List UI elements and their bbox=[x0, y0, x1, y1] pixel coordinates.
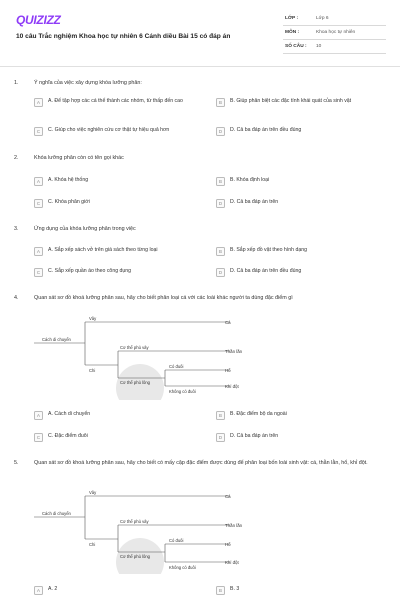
dichotomous-key-diagram bbox=[0, 482, 400, 574]
option-text: B. Khóa định loại bbox=[230, 177, 270, 183]
option-text: A. Cách di chuyển bbox=[48, 411, 91, 417]
option-badge: B bbox=[216, 411, 225, 420]
option-d[interactable] bbox=[216, 199, 278, 208]
option-c[interactable] bbox=[34, 433, 88, 442]
leaf-label: Hổ bbox=[225, 542, 231, 547]
option-a[interactable] bbox=[34, 411, 90, 420]
question-number: 4. bbox=[14, 295, 19, 301]
worksheet-title: 10 câu Trắc nghiệm Khoa học tự nhiên 6 Cánh diều Bài 15 có đáp án bbox=[16, 33, 231, 40]
branch-label: Cơ thể phủ lông bbox=[120, 554, 150, 559]
option-badge: D bbox=[216, 268, 225, 277]
option-badge: A bbox=[34, 586, 43, 595]
option-badge: A bbox=[34, 411, 43, 420]
branch-label: Chi bbox=[89, 542, 96, 547]
option-c[interactable] bbox=[34, 268, 131, 277]
option-badge: A bbox=[34, 177, 43, 186]
worksheet-header bbox=[0, 0, 400, 68]
option-b[interactable] bbox=[216, 177, 269, 186]
option-b[interactable] bbox=[216, 247, 307, 256]
branch-label: Vây bbox=[89, 490, 97, 495]
question-text: Quan sát sơ đồ khoá lưỡng phân sau, hãy cho biết phân loại cá với các loài khác người ta dùng đặc điểm gì bbox=[34, 295, 293, 301]
option-a[interactable] bbox=[34, 586, 57, 595]
option-a[interactable] bbox=[34, 247, 158, 256]
option-b[interactable] bbox=[216, 98, 386, 107]
option-badge: D bbox=[216, 127, 225, 136]
meta-row-subject bbox=[283, 26, 386, 40]
meta-label: SỐ CÂU : bbox=[285, 44, 307, 49]
option-a[interactable] bbox=[34, 177, 88, 186]
header-divider bbox=[0, 66, 400, 67]
leaf-label: Cá bbox=[225, 320, 231, 325]
meta-label: MÔN : bbox=[285, 30, 300, 35]
option-text: A. Để tập hợp các cá thể thành các nhóm, từ thấp đến cao bbox=[48, 98, 183, 104]
option-text: D. Cả ba đáp án trên bbox=[230, 199, 279, 205]
option-badge: B bbox=[216, 586, 225, 595]
meta-value: 10 bbox=[316, 44, 322, 49]
option-text: B. Giúp phân biệt các đặc tính khái quát của sinh vật bbox=[230, 98, 352, 104]
option-d[interactable] bbox=[216, 127, 386, 136]
option-text: C. Giúp cho việc nghiên cứu cơ thật tự hiệu quả hơn bbox=[48, 127, 170, 133]
meta-label: LỚP : bbox=[285, 16, 299, 21]
option-text: A. Khóa hệ thống bbox=[48, 177, 89, 183]
meta-row-class bbox=[283, 12, 386, 26]
leaf-label: Thằn lằn bbox=[225, 523, 243, 528]
question-number: 2. bbox=[14, 155, 19, 161]
option-text: D. Cả ba đáp án trên đều đúng bbox=[230, 127, 302, 133]
meta-table bbox=[283, 12, 386, 54]
option-c[interactable] bbox=[34, 199, 90, 208]
meta-value: Lớp 6 bbox=[316, 16, 329, 21]
quizizz-logo: QUIZIZZ bbox=[16, 13, 61, 27]
option-text: D. Cả ba đáp án trên đều đúng bbox=[230, 268, 302, 274]
option-badge: C bbox=[34, 433, 43, 442]
branch-label: Có đuôi bbox=[169, 364, 184, 369]
branch-label: Cách di chuyển bbox=[42, 511, 71, 516]
question-number: 5. bbox=[14, 460, 19, 466]
option-text: B. 3 bbox=[230, 586, 240, 592]
leaf-label: Khỉ đột bbox=[225, 384, 239, 389]
option-text: C. Đặc điểm đuôi bbox=[48, 433, 88, 439]
branch-label: Không có đuôi bbox=[169, 565, 196, 570]
meta-row-count bbox=[283, 40, 386, 54]
option-text: A. 2 bbox=[48, 586, 58, 592]
branch-label: Cách di chuyển bbox=[42, 337, 71, 342]
leaf-label: Thằn lằn bbox=[225, 349, 243, 354]
leaf-label: Hổ bbox=[225, 368, 231, 373]
option-d[interactable] bbox=[216, 268, 301, 277]
option-badge: D bbox=[216, 433, 225, 442]
meta-value: Khoa học tự nhiên bbox=[316, 30, 356, 35]
option-text: B. Đặc điểm bộ da ngoài bbox=[230, 411, 287, 417]
option-badge: C bbox=[34, 127, 43, 136]
option-a[interactable] bbox=[34, 98, 214, 107]
option-b[interactable] bbox=[216, 411, 287, 420]
option-badge: B bbox=[216, 247, 225, 256]
question-text: Khóa lưỡng phân còn có tên gọi khác bbox=[34, 155, 124, 161]
dichotomous-key-diagram bbox=[0, 310, 400, 400]
branch-label: Cơ thể phủ vảy bbox=[120, 345, 149, 350]
branch-label: Chi bbox=[89, 368, 96, 373]
option-b[interactable] bbox=[216, 586, 239, 595]
branch-label: Vây bbox=[89, 316, 97, 321]
option-badge: B bbox=[216, 177, 225, 186]
leaf-label: Khỉ đột bbox=[225, 560, 239, 565]
option-text: D. Cả ba đáp án trên bbox=[230, 433, 279, 439]
option-text: A. Sắp xếp sách vở trên giá sách theo từng loại bbox=[48, 247, 158, 253]
question-text: Ý nghĩa của việc xây dựng khóa lưỡng phân: bbox=[34, 80, 142, 86]
option-text: C. Sắp xếp quần áo theo công dụng bbox=[48, 268, 132, 274]
option-badge: A bbox=[34, 247, 43, 256]
branch-label: Không có đuôi bbox=[169, 389, 196, 394]
option-badge: D bbox=[216, 199, 225, 208]
branch-label: Cơ thể phủ lông bbox=[120, 380, 150, 385]
question-text: Ứng dụng của khóa lưỡng phân trong việc bbox=[34, 226, 136, 232]
option-badge: C bbox=[34, 199, 43, 208]
option-d[interactable] bbox=[216, 433, 278, 442]
question-text: Quan sát sơ đồ khoá lưỡng phân sau, hãy cho biết có mấy cặp đặc điểm được dùng để phân loại bốn loài sinh vật: cá, thằn lằn, hổ, khỉ đột. bbox=[34, 460, 368, 466]
question-number: 1. bbox=[14, 80, 19, 86]
option-c[interactable] bbox=[34, 127, 214, 136]
branch-label: Có đuôi bbox=[169, 538, 184, 543]
branch-label: Cơ thể phủ vảy bbox=[120, 519, 149, 524]
leaf-label: Cá bbox=[225, 494, 231, 499]
option-text: B. Sắp xếp đồ vật theo hình dạng bbox=[230, 247, 308, 253]
option-badge: C bbox=[34, 268, 43, 277]
option-badge: A bbox=[34, 98, 43, 107]
question-number: 3. bbox=[14, 226, 19, 232]
option-badge: B bbox=[216, 98, 225, 107]
option-text: C. Khóa phân giới bbox=[48, 199, 90, 205]
